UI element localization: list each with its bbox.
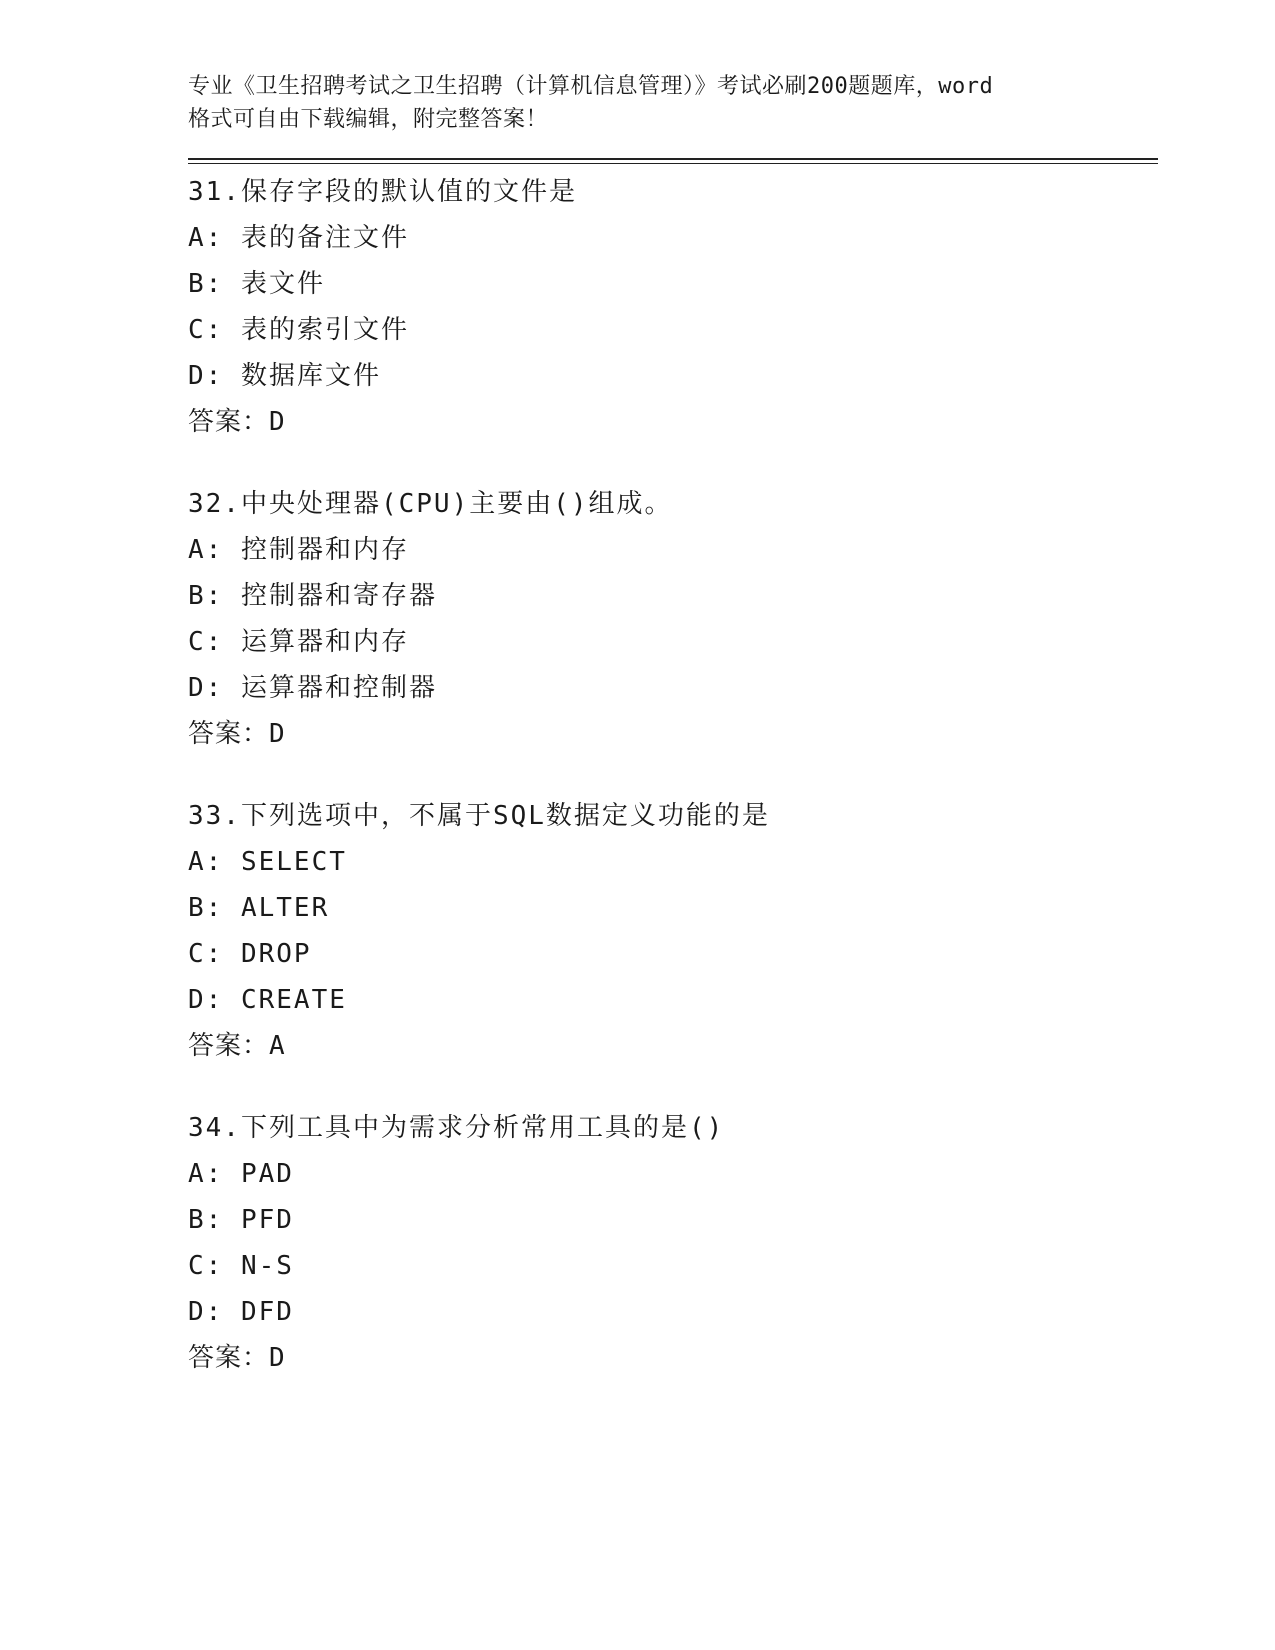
- option-a: A: 表的备注文件: [188, 223, 409, 253]
- question-list: [188, 169, 1158, 1381]
- option-c: C: 表的索引文件: [188, 315, 409, 345]
- option-c: C: DROP: [188, 939, 312, 969]
- intro-line-1: 专业《卫生招聘考试之卫生招聘（计算机信息管理）》考试必刷200题题库，word: [188, 74, 994, 99]
- intro-text: [188, 70, 1158, 136]
- option-d: D: 数据库文件: [188, 361, 381, 391]
- option-b: B: PFD: [188, 1205, 294, 1235]
- question-stem: 34.下列工具中为需求分析常用工具的是(): [188, 1113, 725, 1143]
- answer-line: 答案：D: [188, 407, 286, 437]
- question-33: [188, 793, 1158, 1069]
- question-34: [188, 1105, 1158, 1381]
- option-a: A: 控制器和内存: [188, 535, 409, 565]
- option-b: B: ALTER: [188, 893, 330, 923]
- answer-line: 答案：A: [188, 1031, 286, 1061]
- option-d: D: DFD: [188, 1297, 294, 1327]
- option-b: B: 表文件: [188, 269, 325, 299]
- option-d: D: CREATE: [188, 985, 347, 1015]
- intro-line-2: 格式可自由下载编辑，附完整答案！: [188, 107, 549, 132]
- question-31: [188, 169, 1158, 445]
- option-c: C: 运算器和内存: [188, 627, 409, 657]
- question-stem: 33.下列选项中，不属于SQL数据定义功能的是: [188, 801, 770, 831]
- double-rule-inner: [188, 163, 1158, 164]
- option-a: A: PAD: [188, 1159, 294, 1189]
- question-32: [188, 481, 1158, 757]
- option-b: B: 控制器和寄存器: [188, 581, 437, 611]
- option-d: D: 运算器和控制器: [188, 673, 437, 703]
- document-page: [188, 70, 1158, 1417]
- answer-line: 答案：D: [188, 719, 286, 749]
- question-stem: 31.保存字段的默认值的文件是: [188, 177, 577, 207]
- option-c: C: N-S: [188, 1251, 294, 1281]
- option-a: A: SELECT: [188, 847, 347, 877]
- double-rule-divider: [188, 158, 1158, 164]
- question-stem: 32.中央处理器(CPU)主要由()组成。: [188, 489, 673, 519]
- answer-line: 答案：D: [188, 1343, 286, 1373]
